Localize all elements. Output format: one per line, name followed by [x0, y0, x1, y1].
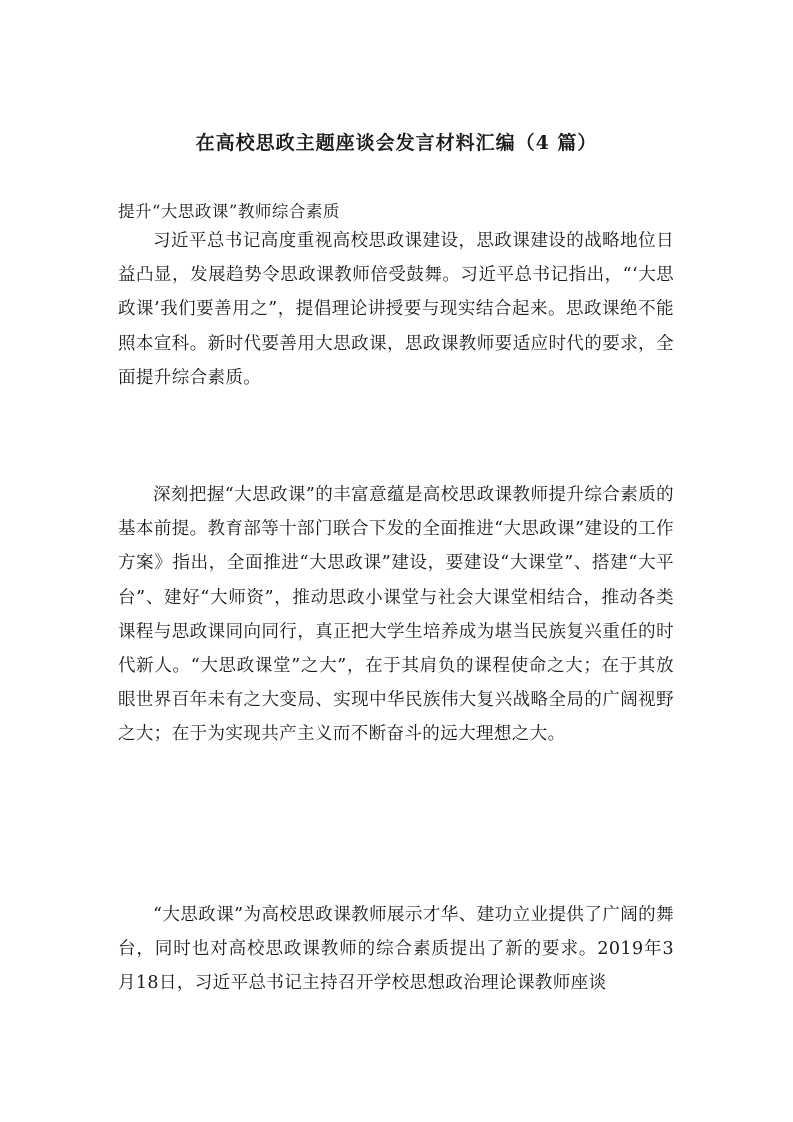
paragraph: 习近平总书记高度重视高校思政课建设，思政课建设的战略地位日益凸显，发展趋势令思政课教师倍受鼓舞。习近平总书记指出，“‘大思政课’我们要善用之”，提倡理论讲授要与现实结合起来。思政课绝不能照本宣科。新时代要善用大思政课，思政课教师要适应时代的要求，全面提升综合素质。	[118, 231, 674, 388]
paragraph: “大思政课”为高校思政课教师展示才华、建功立业提供了广阔的舞台，同时也对高校思政课教师的综合素质提出了新的要求。2019年3月18日，习近平总书记主持召开学校思想政治理论课教师座谈	[118, 905, 674, 994]
section-heading: 提升“大思政课”教师综合素质	[118, 202, 340, 221]
document-title: 在高校思政主题座谈会发言材料汇编（4 篇）	[195, 132, 598, 154]
paragraph: 深刻把握“大思政课”的丰富意蕴是高校思政课教师提升综合素质的基本前提。教育部等十部门联合下发的全面推进“大思政课”建设的工作方案》指出，全面推进“大思政课”建设，要建设“大课堂”、搭建“大平台”、建好“大师资”，推动思政小课堂与社会大课堂相结合，推动各类课程与思政课同向同行，真正把大学生培养成为堪当民族复兴重任的时代新人。“大思政课堂”之大”，在于其肩负的课程使命之大；在于其放眼世界百年未有之大变局、实现中华民族伟大复兴战略全局的广阔视野之大；在于为实现共产主义而不断奋斗的远大理想之大。	[118, 485, 674, 745]
